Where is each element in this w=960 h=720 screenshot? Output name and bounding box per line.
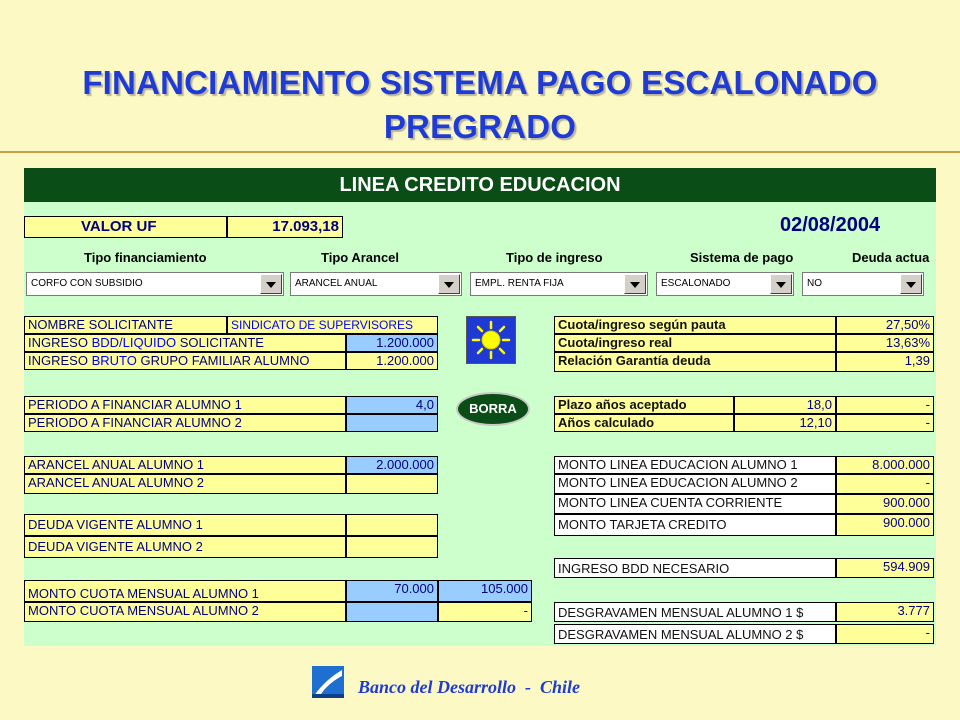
ingreso-bdd-label-c: SOLICITANTE [176, 335, 264, 350]
periodo1-value[interactable]: 4,0 [346, 396, 438, 414]
slide-title-line2: PREGRADO [383, 108, 577, 145]
ingreso-necesario-label: INGRESO BDD NECESARIO [554, 558, 836, 578]
monto-tc-label: MONTO TARJETA CREDITO [554, 514, 836, 536]
cuota-real-value: 13,63% [836, 334, 934, 352]
title-divider [0, 151, 960, 153]
monto-cc-label: MONTO LINEA CUENTA CORRIENTE [554, 494, 836, 514]
chevron-down-icon[interactable] [260, 274, 282, 294]
chevron-down-icon[interactable] [900, 274, 922, 294]
deuda2-value[interactable] [346, 536, 438, 558]
ingreso-bdd-label-b: BDD/LIQUIDO [91, 335, 177, 350]
anios-value: 12,10 [734, 414, 836, 432]
ingreso-necesario-value: 594.909 [836, 558, 934, 578]
desgravamen1-value: 3.777 [836, 602, 934, 622]
plazo-label: Plazo años aceptado [554, 396, 734, 414]
tipo-arancel-select[interactable] [290, 272, 462, 296]
tipo-arancel-label: Tipo Arancel [321, 250, 400, 265]
deuda1-label: DEUDA VIGENTE ALUMNO 1 [24, 514, 346, 536]
arancel1-value[interactable]: 2.000.000 [346, 456, 438, 474]
tipo-ingreso-value: EMPL. RENTA FIJA [475, 278, 564, 289]
tipo-financiamiento-value: CORFO CON SUBSIDIO [31, 278, 143, 289]
desgravamen1-label: DESGRAVAMEN MENSUAL ALUMNO 1 $ [554, 602, 836, 622]
monto-edu2-value: - [836, 474, 934, 494]
sistema-pago-select[interactable] [656, 272, 794, 296]
ingreso-bruto-label-c: GRUPO FAMILIAR ALUMNO [136, 353, 310, 368]
ingreso-bruto-label-a: INGRESO [28, 353, 92, 368]
slide-title-line1: FINANCIAMIENTO SISTEMA PAGO ESCALONADO [82, 64, 878, 101]
periodo2-value[interactable] [346, 414, 438, 432]
nombre-solicitante-value[interactable]: SINDICATO DE SUPERVISORES [227, 316, 438, 334]
sistema-pago-value: ESCALONADO [661, 278, 731, 289]
ingreso-bruto-value[interactable]: 1.200.000 [346, 352, 438, 370]
tipo-financiamiento-select[interactable] [26, 272, 284, 296]
sun-icon [467, 317, 515, 363]
spreadsheet-area [24, 168, 936, 646]
garantia-value: 1,39 [836, 352, 934, 372]
monto-cc-value: 900.000 [836, 494, 934, 514]
deuda-actual-select[interactable] [802, 272, 924, 296]
garantia-label: Relación Garantía deuda [554, 352, 836, 372]
cuota2-value-b[interactable]: - [438, 602, 532, 622]
monto-tc-value: 900.000 [836, 514, 934, 536]
tipo-ingreso-select[interactable] [470, 272, 648, 296]
desgravamen2-value: - [836, 624, 934, 644]
cuota-pauta-label: Cuota/ingreso según pauta [554, 316, 836, 334]
calculate-button[interactable] [466, 316, 516, 364]
arancel2-value[interactable] [346, 474, 438, 494]
anios-extra: - [836, 414, 934, 432]
cuota-pauta-value: 27,50% [836, 316, 934, 334]
desgravamen2-label: DESGRAVAMEN MENSUAL ALUMNO 2 $ [554, 624, 836, 644]
ingreso-bdd-label [24, 334, 346, 352]
monto-edu1-value: 8.000.000 [836, 456, 934, 474]
borra-button[interactable]: BORRA [456, 392, 530, 426]
tipo-financiamiento-label: Tipo financiamiento [84, 250, 207, 265]
sheet-header: LINEA CREDITO EDUCACION [24, 168, 936, 202]
plazo-value: 18,0 [734, 396, 836, 414]
ingreso-bruto-label-b: BRUTO [91, 353, 137, 368]
cuota2-label: MONTO CUOTA MENSUAL ALUMNO 2 [24, 602, 346, 622]
chevron-down-icon[interactable] [770, 274, 792, 294]
ingreso-bdd-label-a: INGRESO [28, 335, 92, 350]
cuota-real-label: Cuota/ingreso real [554, 334, 836, 352]
nombre-solicitante-label: NOMBRE SOLICITANTE [24, 316, 227, 334]
deuda-actual-value: NO [807, 278, 822, 289]
tipo-arancel-value: ARANCEL ANUAL [295, 278, 378, 289]
bank-logo-icon [312, 666, 344, 698]
cuota1-value-b[interactable]: 105.000 [438, 580, 532, 602]
ingreso-bdd-value[interactable]: 1.200.000 [346, 334, 438, 352]
cuota2-value-a[interactable] [346, 602, 438, 622]
sistema-pago-label: Sistema de pago [690, 250, 794, 265]
chevron-down-icon[interactable] [624, 274, 646, 294]
report-date: 02/08/2004 [780, 214, 881, 236]
chevron-down-icon[interactable] [438, 274, 460, 294]
deuda2-label: DEUDA VIGENTE ALUMNO 2 [24, 536, 346, 558]
valor-uf-value[interactable]: 17.093,18 [227, 216, 343, 238]
cuota1-value-a[interactable]: 70.000 [346, 580, 438, 602]
periodo1-label: PERIODO A FINANCIAR ALUMNO 1 [24, 396, 346, 414]
monto-edu2-label: MONTO LINEA EDUCACION ALUMNO 2 [554, 474, 836, 494]
cuota1-label: MONTO CUOTA MENSUAL ALUMNO 1 [24, 580, 346, 602]
periodo2-label: PERIODO A FINANCIAR ALUMNO 2 [24, 414, 346, 432]
deuda-actual-label: Deuda actua [852, 250, 930, 265]
footer-bank-name: Banco del Desarrollo - Chile [358, 677, 581, 697]
plazo-extra: - [836, 396, 934, 414]
valor-uf-label: VALOR UF [24, 216, 227, 238]
deuda1-value[interactable] [346, 514, 438, 536]
arancel2-label: ARANCEL ANUAL ALUMNO 2 [24, 474, 346, 494]
ingreso-bruto-label [24, 352, 346, 370]
tipo-ingreso-label: Tipo de ingreso [506, 250, 603, 265]
monto-edu1-label: MONTO LINEA EDUCACION ALUMNO 1 [554, 456, 836, 474]
anios-label: Años calculado [554, 414, 734, 432]
arancel1-label: ARANCEL ANUAL ALUMNO 1 [24, 456, 346, 474]
